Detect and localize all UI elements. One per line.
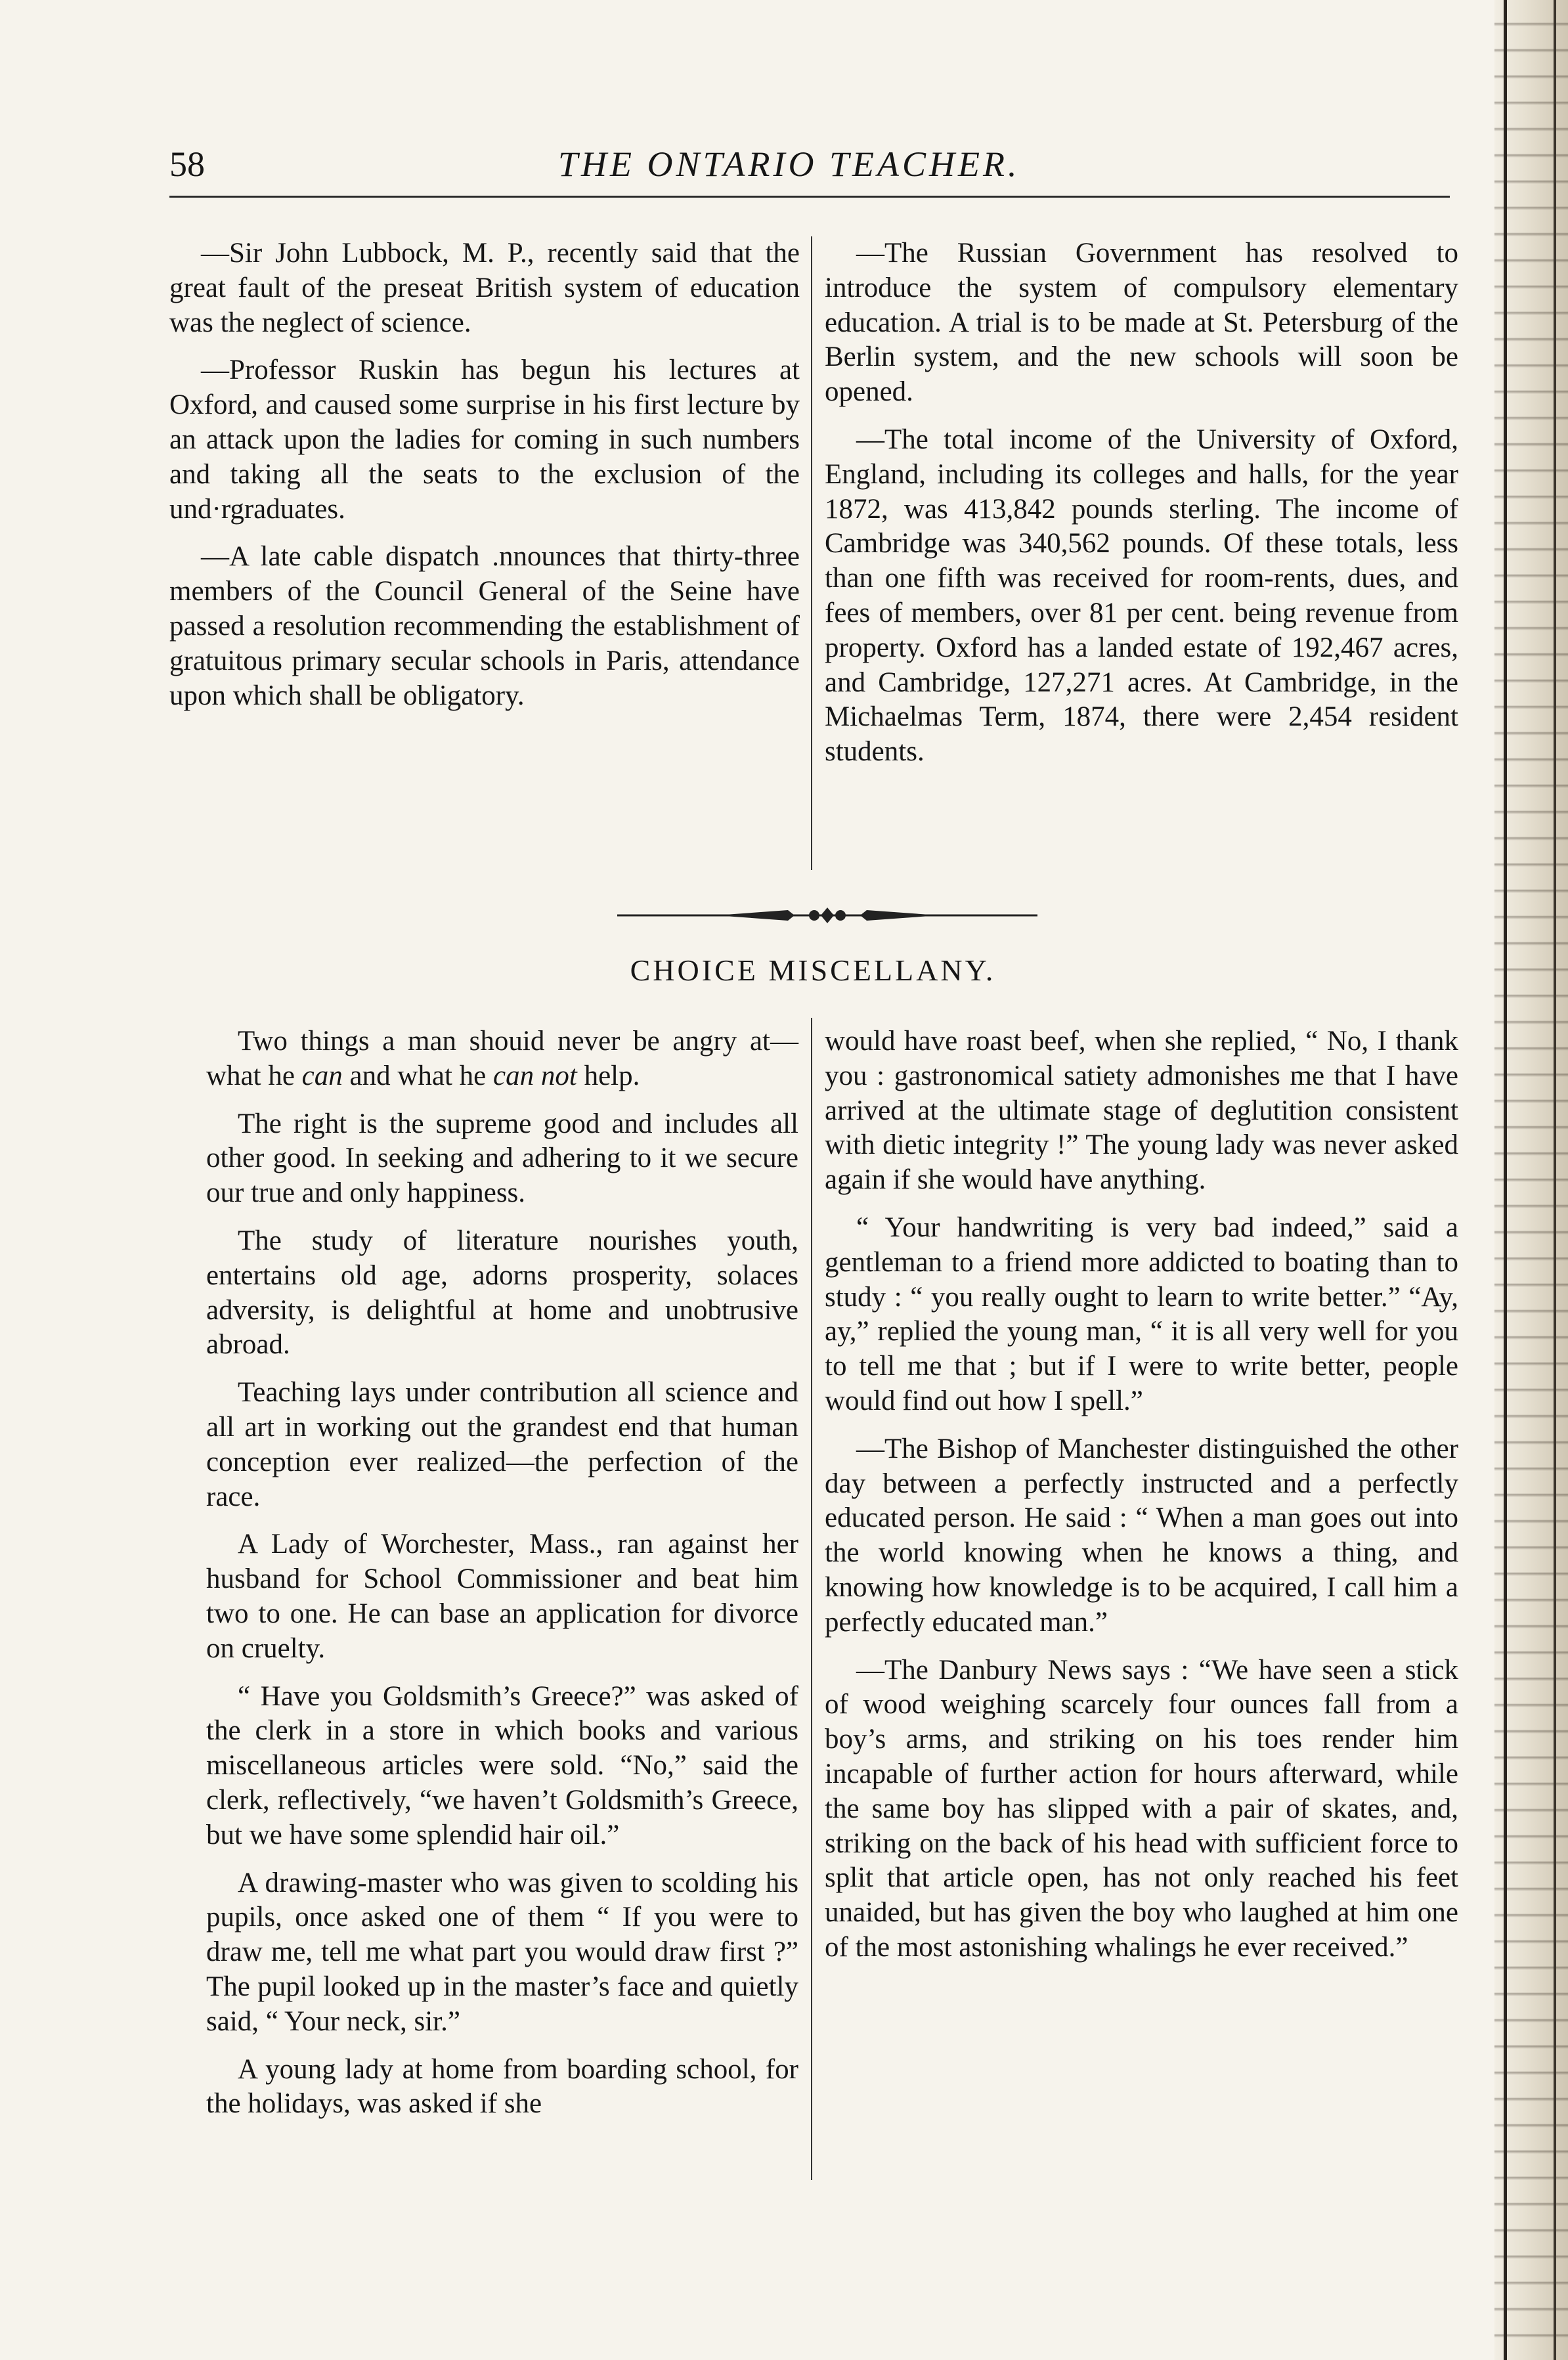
header-rule (169, 196, 1450, 198)
news-paragraph: —The total income of the University of Oxford, England, including its colleges and halls, for the year 1872, was 413,842 pounds sterling. The income of Cambridge was 340,562 pounds. Of these totals, less than one fifth was received for room-rents, dues, and fees of members, over 81 per cent. being revenue from property. Oxford has a landed estate of 192,467 acres, and Cambridge, 127,271 acres. At Cambridge, in the Michaelmas Term, 1874, there were 2,454 resident students. (825, 424, 1458, 768)
top-left-column (169, 236, 800, 713)
text-run: Two things a man shouid never be angry at—what he (206, 1026, 798, 1091)
emphasis: can (301, 1060, 343, 1091)
column-divider (811, 1018, 812, 2180)
binding-rule (1554, 0, 1556, 2360)
miscellany-paragraph: —The Bishop of Manchester distinguished the other day between a perfectly instructed and a perfectly educated person. He said : “ When a man goes out into the world knowing when he knows a thing, and knowing how knowledge is to be acquired, I call him a perfectly educated man.” (825, 1433, 1458, 1638)
binding-rule (1504, 0, 1507, 2360)
miscellany-paragraph: A drawing-master who was given to scolding his pupils, once asked one of them “ If you were to draw me, tell me what part you would draw first ?” The pupil looked up in the master’s face and quietly said, “ Your neck, sir.” (206, 1867, 798, 2037)
miscellany-paragraph: “ Your handwriting is very bad indeed,” said a gentleman to a friend more addicted to boating than to study : “ you really ought to learn to write better.” “Ay, ay,” replied the young man, “ it is all very well for you to tell me that ; but if I were to write better, people would find out how I spell.” (825, 1212, 1458, 1416)
news-paragraph: —Professor Ruskin has begun his lectures at Oxford, and caused some surprise in his first lecture by an attack upon the ladies for coming in such numbers and taking all the seats to the exclusion of the und·rgraduates. (169, 355, 800, 525)
miscellany-paragraph: A young lady at home from boarding school, for the holidays, was asked if she (206, 2053, 798, 2120)
miscellany-paragraph: —The Danbury News says : “We have seen a stick of wood weighing scarcely four ounces fall from a boy’s arms, and striking on his toes render him incapable of further action for hours afterward, while the same boy has slipped with a pair of skates, and, striking on the back of his head with sufficient force to split that article open, has not only reached his feet unaided, but has given the boy who laughed at him one of the most astonishing whalings he ever received.” (825, 1654, 1458, 1963)
news-paragraph: —The Russian Government has resolved to introduce the system of compulsory elementary education. A trial is to be made at St. Petersburg of the Berlin system, and the new schools will soon be opened. (825, 238, 1458, 408)
section-title: CHOICE MISCELLANY. (630, 953, 996, 987)
miscellany-paragraph: The right is the supreme good and includes all other good. In seeking and adhering to it we secure our true and only happiness. (206, 1108, 798, 1209)
miscellany-paragraph: The study of literature nourishes youth, entertains old age, adorns prosperity, solaces adversity, is delightful at home and unobtrusive abroad. (206, 1225, 798, 1361)
miscellany-paragraph: Teaching lays under contribution all science and all art in working out the grandest end that human conception ever realized—the perfection of the race. (206, 1377, 798, 1512)
miscellany-paragraph: “ Have you Goldsmith’s Greece?” was asked of the clerk in a store in which books and various miscellaneous articles were sold. “No,” said the clerk, reflectively, “we haven’t Goldsmith’s Greece, but we have some splendid hair oil.” (206, 1680, 798, 1850)
top-right-column (825, 236, 1458, 770)
column-divider (811, 236, 812, 870)
page-number: 58 (169, 144, 205, 184)
bottom-left-column (206, 1024, 798, 2122)
ornament-divider-icon (617, 902, 1037, 929)
miscellany-paragraph (206, 1024, 798, 1094)
running-head (0, 138, 1494, 190)
miscellany-paragraph: A Lady of Worchester, Mass., ran against her husband for School Commissioner and beat him two to one. He can base an application for divorce on cruelty. (206, 1529, 798, 1664)
news-paragraph: —Sir John Lubbock, M. P., recently said that the great fault of the preseat British system of education was the neglect of science. (169, 238, 800, 338)
running-title: THE ONTARIO TEACHER. (558, 144, 1020, 184)
text-run: help. (577, 1060, 640, 1091)
bottom-right-column (825, 1024, 1458, 1965)
miscellany-paragraph: would have roast beef, when she replied, “ No, I thank you : gastronomical satiety admonishes me that I have arrived at the ultimate stage of deglutition consistent with dietic integrity !” The young lady was never asked again if she would have anything. (825, 1026, 1458, 1196)
text-run: and what he (342, 1060, 494, 1091)
emphasis: can not (493, 1060, 577, 1091)
news-paragraph: —A late cable dispatch .nnounces that thirty-three members of the Council General of the Seine have passed a resolution recommending the establishment of gratuitous primary secular schools in Paris, attendance upon which shall be obligatory. (169, 541, 800, 711)
